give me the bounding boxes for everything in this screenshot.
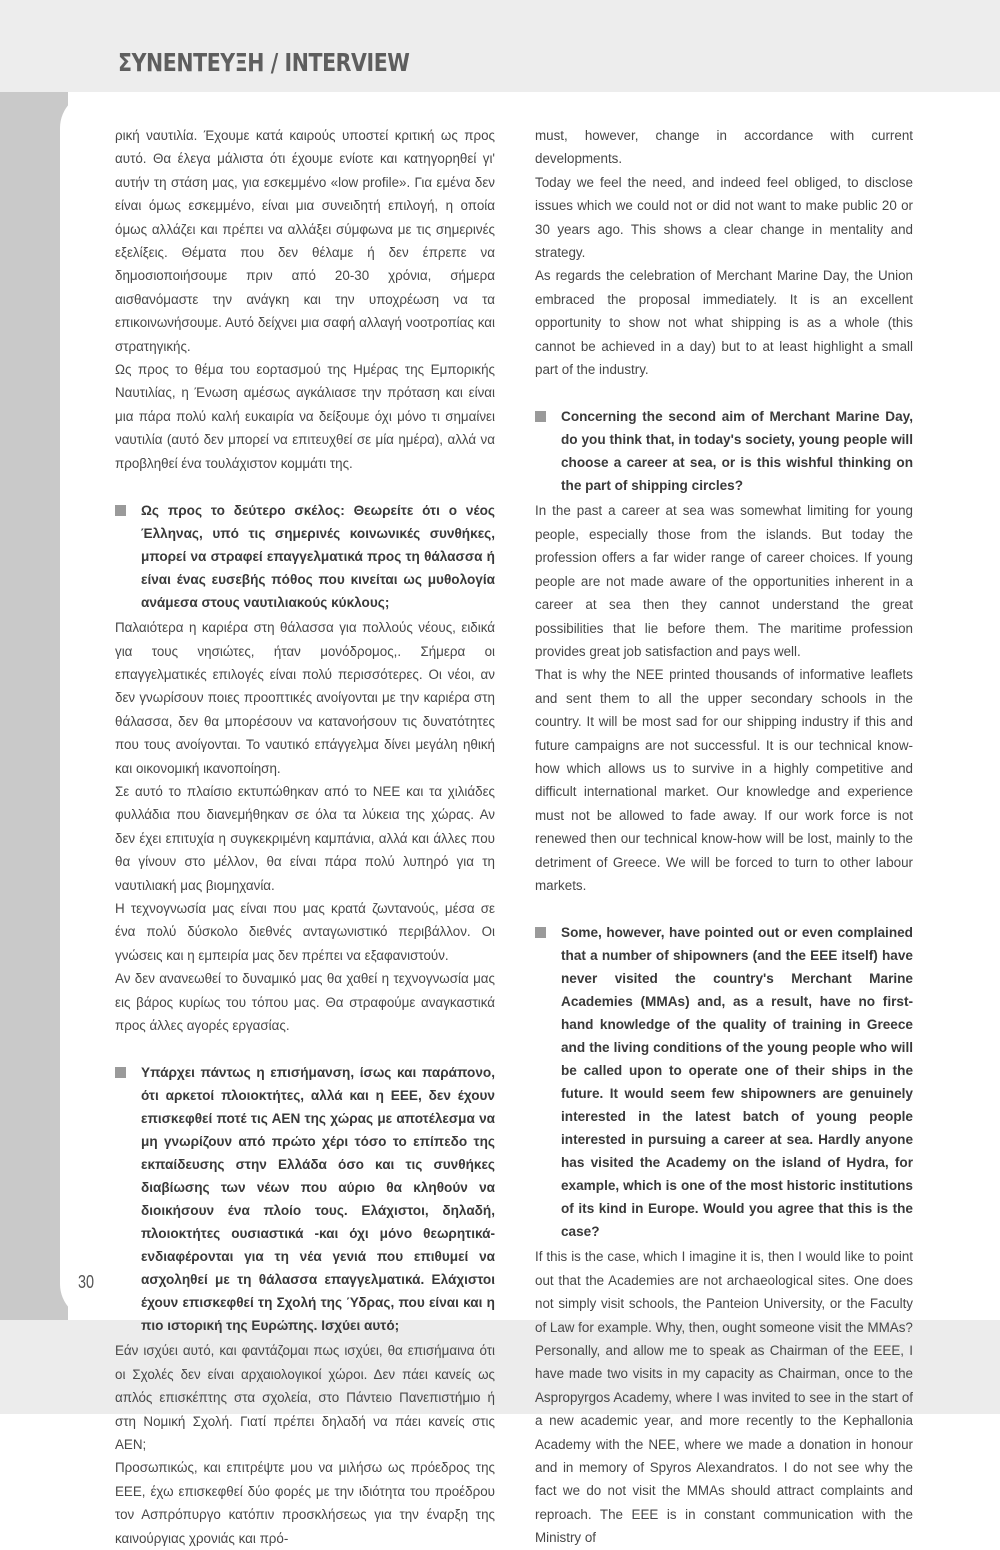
question-text: Some, however, have pointed out or even complained that a number of shipowners (and the EEE itself) have never visited the country's Merchant Marine Academies (MMAs) and, as a result, have no first-hand knowledge of the quality of training in Greece and the living conditions of the young people who will be called upon to operate one of their ships in the future. It would seem few shipowners are genuinely interested in the latest batch of young people interested in pursuing a career at sea. Hardly anyone has visited the Academy on the island of Hydra, for example, which is one of the most historic institutions of its kind in Europe. Would you agree that this is the case? [561,925,913,1240]
question [115,499,495,614]
paragraph: That is why the NEE printed thousands of informative leaflets and sent them to all the upper secondary schools in the country. It will be most sad for our shipping industry if this and future campaigns are not successful. It is our technical know-how which allows us to survive in a highly competitive and difficult international market. Our knowledge and experience must not be allowed to fade away. If our work force is not renewed then our technical know-how will be lost, mainly to the detriment of Greece. We will be forced to turn to other labour markets. [535,667,913,893]
paragraph: Personally, and allow me to speak as Chairman of the EEE, I have made two visits in my capacity as Chairman, once to the Aspropyrgos Academy, where I was invited to see in the start of a new academic year, and more recently to the Kephallonia Academy with the NEE, where we made a donation in honour and in memory of Spyros Alexandratos. I do not see why the fact we do not visit the MMAs should attract complaints and reproach. The EEE is in constant communication with the Ministry of [535,1343,913,1546]
paragraph: Ως προς το θέμα του εορτασμού της Ημέρας της Εμπορικής Ναυτιλίας, η Ένωση αμέσως αγκάλιασε την πρόταση και είναι μια πάρα πολύ καλή ευκαιρία να δείξουμε όχι μόνο τι σημαίνει ναυτιλία (αυτό δεν μπορεί να επιτευχθεί σε μία ημέρα), αλλά να προβληθεί ένα τουλάχιστον κομμάτι της. [115,362,495,471]
square-bullet-icon [115,505,126,516]
paragraph: Σε αυτό το πλαίσιο εκτυπώθηκαν από το ΝΕΕ και τα χιλιάδες φυλλάδια που διανεμήθηκαν σε όλα τα λύκεια της χώρας. Αν δεν έχει επιτυχία η συγκεκριμένη καμπάνια, αλλά και άλλες που θα γίνουν στο μέλλον, θα είναι πάρα πολύ λυπηρό για τη ναυτιλιακή μας βιομηχανία. [115,783,495,893]
section-label: ΣΥΝΕΝΤΕΥΞΗ / INTERVIEW [118,48,410,77]
question-text: Concerning the second aim of Merchant Marine Day, do you think that, in today's society, young people will choose a career at sea, or is this wishful thinking on the part of shipping circles? [561,409,913,494]
question [535,405,913,497]
english-column [535,124,913,1550]
square-bullet-icon [115,1067,126,1078]
paragraph: In the past a career at sea was somewhat limiting for young people, especially those from the islands. But today the profession offers a far wider range of career choices. If young people are not made aware of the opportunities inherent in a career at sea then they cannot understand the great possibilities that lie before them. The maritime profession provides great job satisfaction and pays well. [535,503,913,659]
paragraph: must, however, change in accordance with current developments. [535,128,913,167]
paragraph: Η τεχνογνωσία μας είναι που μας κρατά ζωντανούς, μέσα σε ένα πολύ δύσκολο διεθνές ανταγωνιστικό περιβάλλον. Οι γνώσεις και η εμπειρία μας δεν πρέπει να εξαφανιστούν. [115,900,495,963]
paragraph: As regards the celebration of Merchant Marine Day, the Union embraced the proposal immediately. It is an excellent opportunity to show not what shipping is as a whole (this cannot be achieved in a day) but to at least highlight a small part of the industry. [535,268,913,378]
paragraph: Προσωπικώς, και επιτρέψτε μου να μιλήσω ως πρόεδρος της ΕΕΕ, έχω επισκεφθεί δύο φορές με την ιδιότητα του προέδρου τον Ασπρόπυργο κατόπιν προσκλήσεως για την έναρξη της καινούργιας χρονιάς και πρό- [115,1460,495,1546]
paragraph: If this is the case, which I imagine it is, then I would like to point out that the Academies are not archaeological sites. One does not simply visit schools, the Panteion University, or the Faculty of Law for example. Why, then, ought someone visit the MMAs? [535,1249,913,1335]
question [115,1061,495,1337]
side-band [0,92,68,1414]
paragraph: Εάν ισχύει αυτό, και φαντάζομαι πως ισχύει, θα επισήμαινα ότι οι Σχολές δεν είναι αρχαιολογικοί χώροι. Δεν πάει κανείς ως απλός επισκέπτης στα σχολεία, στο Πάντειο Πανεπιστήμιο ή στη Νομική Σχολή. Γιατί πρέπει δηλαδή να πάει κανείς στις ΑΕΝ; [115,1343,495,1453]
square-bullet-icon [535,411,546,422]
square-bullet-icon [535,927,546,938]
paragraph: Παλαιότερα η καριέρα στη θάλασσα για πολλούς νέους, ειδικά για τους νησιώτες, ήταν μονόδρομος,. Σήμερα οι επαγγελματικές επιλογές είναι πολύ περισσότερες. Οι νέοι, αν δεν γνωρίσουν ποιες προοπτικές ανοίγονται με την καριέρα στη θάλασσα, δεν θα μπορέσουν να κατανοήσουν τις δυνατότητες που τους ανοίγονται. Το ναυτικό επάγγελμα δίνει μεγάλη ηθική και οικονομική ικανοποίηση. [115,620,495,776]
greek-column [115,124,495,1550]
question [535,921,913,1243]
paragraph: Today we feel the need, and indeed feel obliged, to disclose issues which we could not or did not want to make public 20 or 30 years ago. This shows a clear change in mentality and strategy. [535,174,913,261]
question-text: Υπάρχει πάντως η επισήμανση, ίσως και παράπονο, ότι αρκετοί πλοιοκτήτες, αλλά και η ΕΕΕ, δεν έχουν επισκεφθεί ποτέ τις ΑΕΝ της χώρας με αποτέλεσμα να μη γνωρίζουν από πρώτο χέρι τόσο το επίπεδο της εκπαίδευσης στην Ελλάδα όσο και τις συνθήκες διαβίωσης των νέων που αύριο θα κληθούν να διοικήσουν ένα πλοίο τους. Ελάχιστοι, δηλαδή, πλοιοκτήτες ουσιαστικά -και όχι μόνο θεωρητικά- ενδιαφέρονται για τη νέα γενιά που επιθυμεί να ασχοληθεί με τη θάλασσα επαγγελματικά. Ελάχιστοι έχουν επισκεφθεί τη Σχολή της Ύδρας, που είναι και η πιο ιστορική της Ευρώπης. Ισχύει αυτό; [141,1065,495,1334]
paragraph: Αν δεν ανανεωθεί το δυναμικό μας θα χαθεί η τεχνογνωσία μας εις βάρος κυρίως του τόπου μας. Θα στραφούμε αναγκαστικά προς άλλες αγορές εργασίας. [115,971,495,1033]
question-text: Ως προς το δεύτερο σκέλος: Θεωρείτε ότι ο νέος Έλληνας, υπό τις σημερινές κοινωνικές συνθήκες, μπορεί να στραφεί επαγγελματικά προς τη θάλασσα ή είναι ένας ευσεβής πόθος που κινείται ως μυθολογία ανάμεσα στους ναυτιλιακούς κύκλους; [141,503,495,611]
page-number: 30 [78,1272,95,1292]
paragraph: ρική ναυτιλία. Έχουμε κατά καιρούς υποστεί κριτική ως προς αυτό. Θα έλεγα μάλιστα ότι έχουμε ενίοτε και κατηγορηθεί γι' αυτήν τη στάση μας, για εσκεμμένο «low profile». Για εμένα δεν είναι όμως εσκεμμένο, είναι μια συνειδητή επιλογή, η οποία όμως αλλάζει και πρέπει να αλλάξει σύμφωνα με τις σημερινές εξελίξεις. Θέματα που δεν θέλαμε ή δεν έπρεπε να δημοσιοποιήσουμε πριν από 20-30 χρόνια, σήμερα αισθανόμαστε την ανάγκη και την υποχρέωση να τα επικοινωνήσουμε. Αυτό δείχνει μια σαφή αλλαγή νοοτροπίας και στρατηγικής. [115,128,495,354]
header-band [0,0,1000,92]
